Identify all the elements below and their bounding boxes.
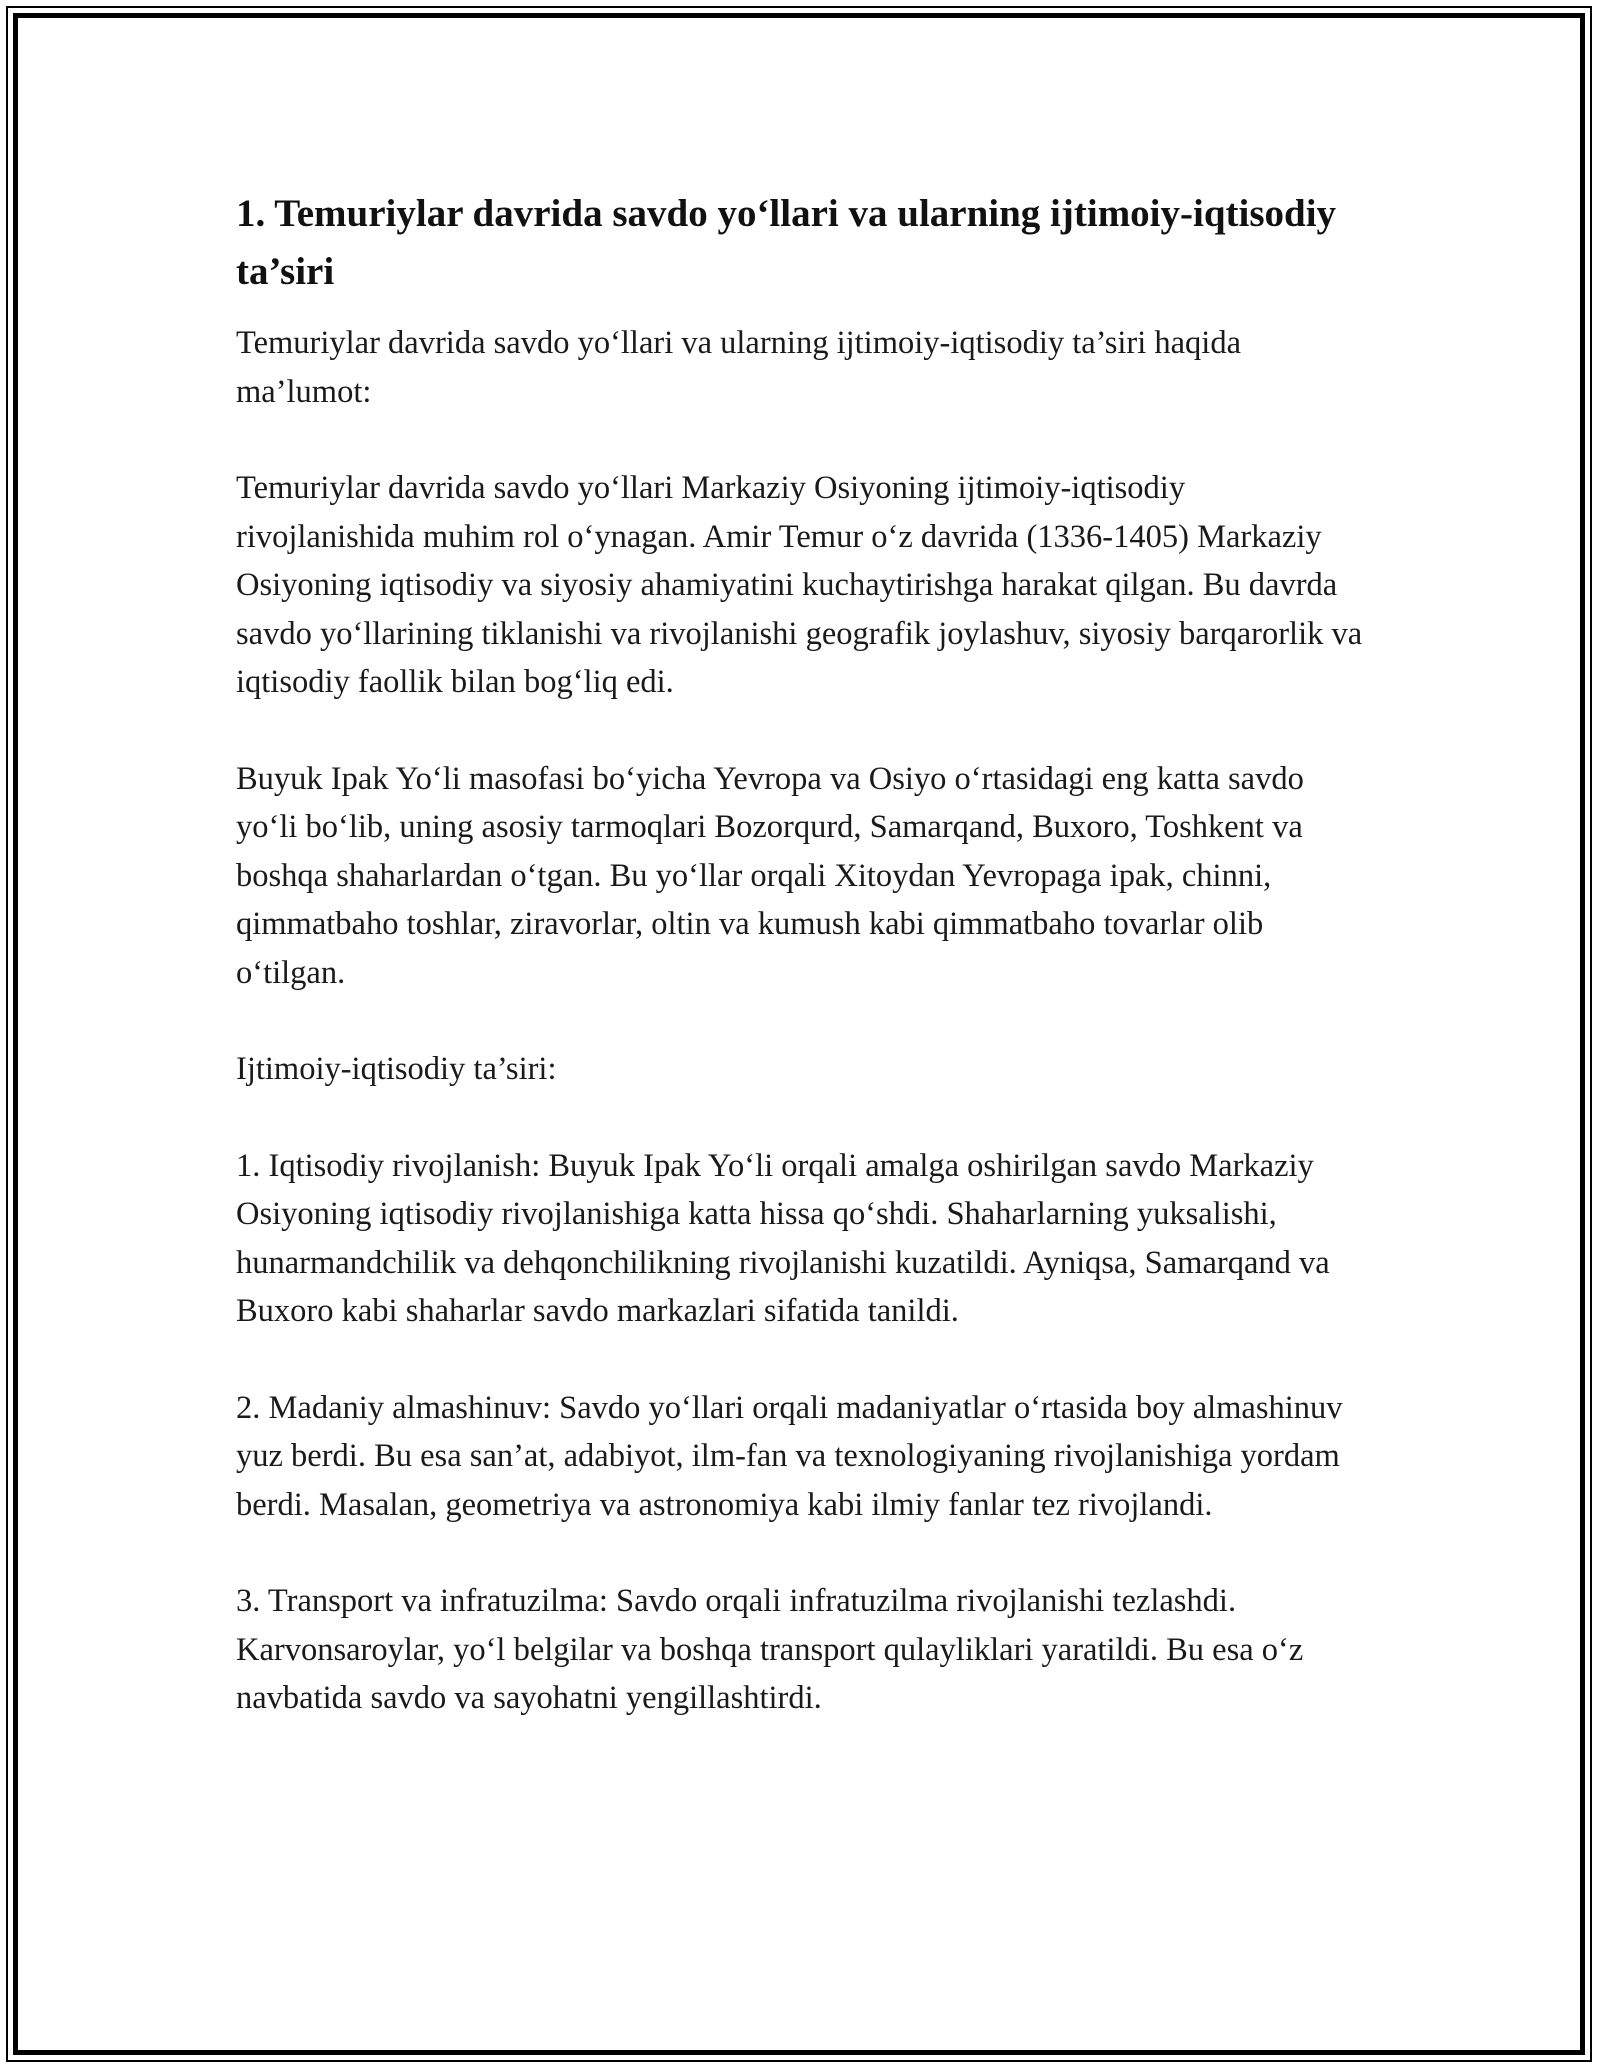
list-item-transport: 3. Transport va infratuzilma: Savdo orqali infratuzilma rivojlanishi tezlashdi. Karvonsaroylar, yo‘l belgilar va boshqa transport qulayliklari yaratildi. Bu esa o‘z navbatida savdo va sayohatni yengillashtirdi. — [236, 1583, 1304, 1716]
list-item-cultural: 2. Madaniy almashinuv: Savdo yo‘llari orqali madaniyatlar o‘rtasida boy almashinuv yuz berdi. Bu esa san’at, adabiyot, ilm-fan va texnologiyaning rivojlanishiga yordam berdi. Masalan, geometriya va astronomiya kabi ilmiy fanlar tez rivojlandi. — [236, 1389, 1343, 1523]
impact-subheading: Ijtimoiy-iqtisodiy ta’siri: — [236, 1051, 557, 1087]
document-body — [236, 185, 1366, 1771]
silk-road-paragraph: Buyuk Ipak Yo‘li masofasi bo‘yicha Yevropa va Osiyo o‘rtasidagi eng katta savdo yo‘li bo‘lib, uning asosiy tarmoqlari Bozorqurd, Samarqand, Buxoro, Toshkent va boshqa shaharlardan o‘tgan. Bu yo‘llar orqali Xitoydan Yevropaga ipak, chinni, qimmatbaho toshlar, ziravorlar, oltin va kumush kabi qimmatbaho tovarlar olib o‘tilgan. — [236, 760, 1304, 991]
overview-paragraph: Temuriylar davrida savdo yo‘llari Markaziy Osiyoning ijtimoiy-iqtisodiy rivojlanishida muhim rol o‘ynagan. Amir Temur o‘z davrida (1336-1405) Markaziy Osiyoning iqtisodiy va siyosiy ahamiyatini kuchaytirishga harakat qilgan. Bu davrda savdo yo‘llarining tiklanishi va rivojlanishi geografik joylashuv, siyosiy barqarorlik va iqtisodiy faollik bilan bog‘liq edi. — [236, 470, 1363, 700]
list-item-economic: 1. Iqtisodiy rivojlanish: Buyuk Ipak Yo‘li orqali amalga oshirilgan savdo Markaziy Osiyoning iqtisodiy rivojlanishiga katta hissa qo‘shdi. Shaharlarning yuksalishi, hunarmandchilik va dehqonchilikning rivojlanishi kuzatildi. Ayniqsa, Samarqand va Buxoro kabi shaharlar savdo markazlari sifatida tanildi. — [236, 1147, 1330, 1329]
document-heading: 1. Temuriylar davrida savdo yo‘llari va ularning ijtimoiy-iqtisodiy ta’siri — [236, 192, 1337, 293]
intro-paragraph: Temuriylar davrida savdo yo‘llari va ularning ijtimoiy-iqtisodiy ta’siri haqida ma’lumot: — [236, 325, 1241, 410]
